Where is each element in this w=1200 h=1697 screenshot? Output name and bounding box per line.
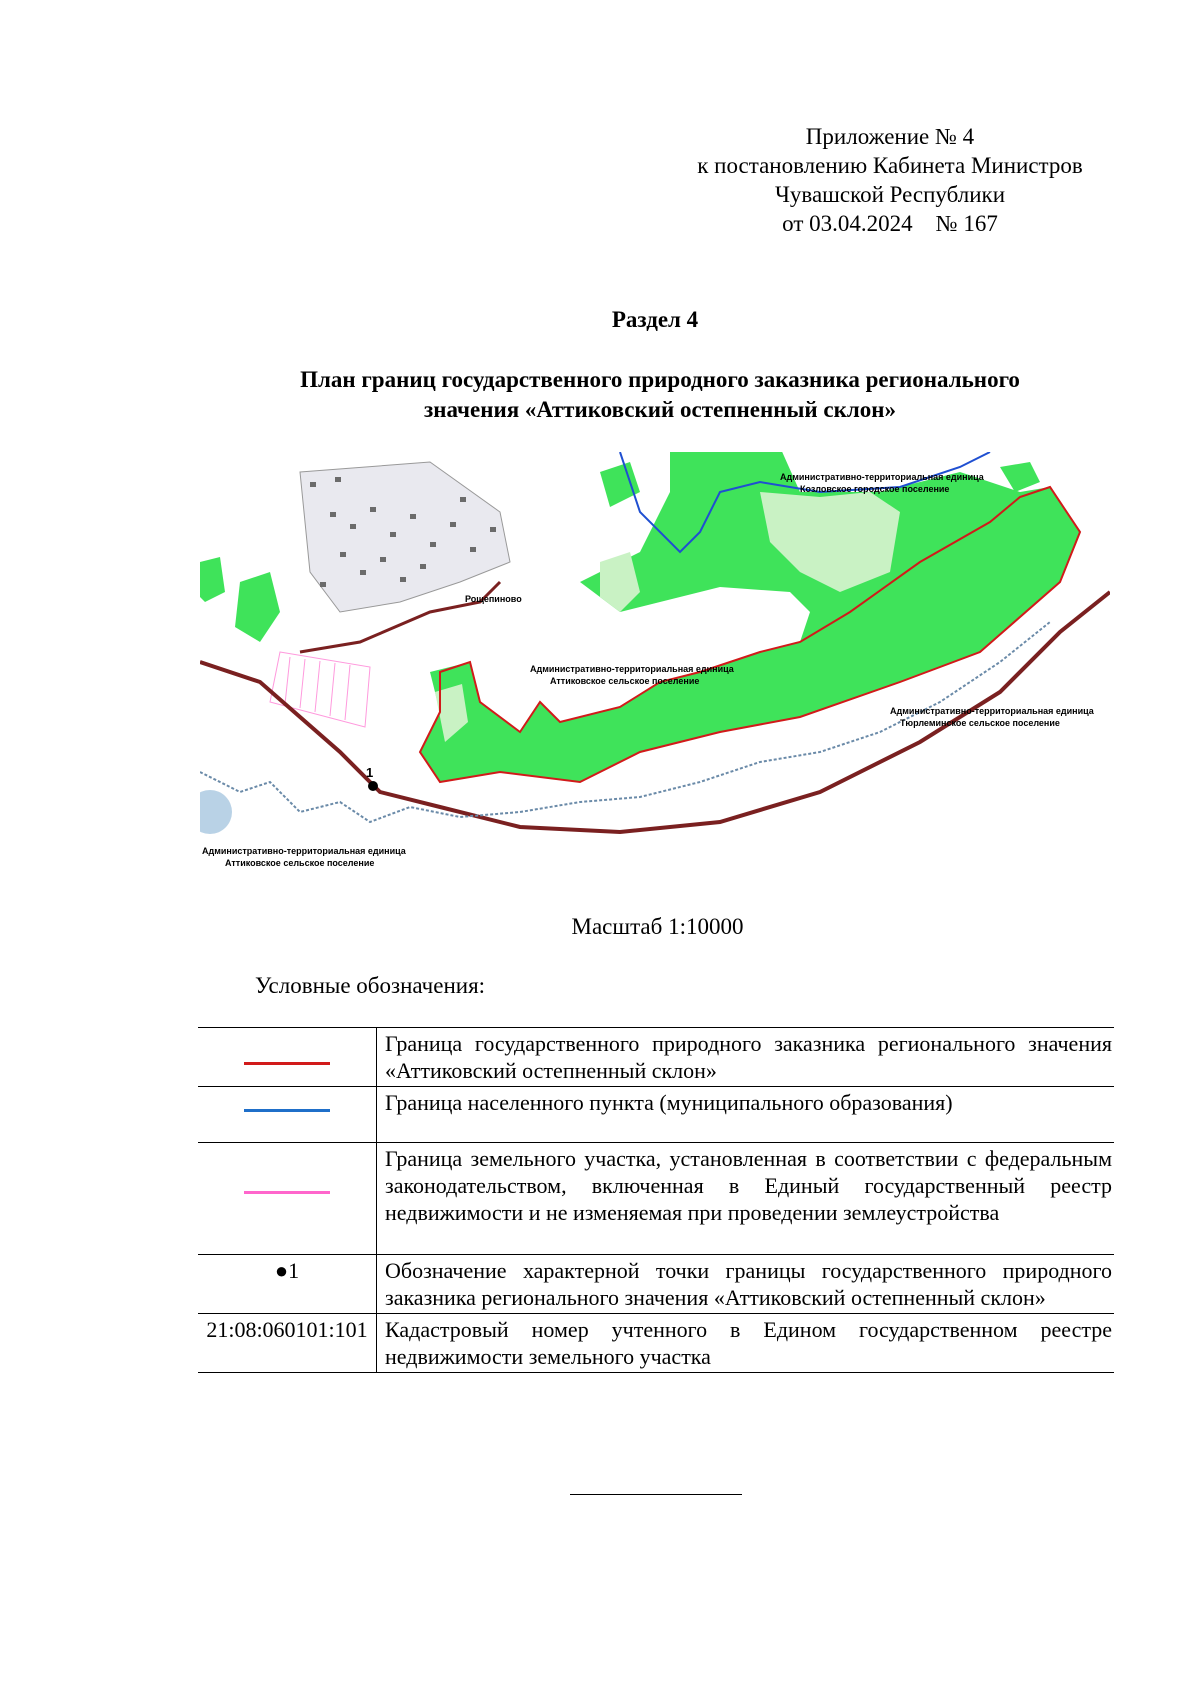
map-label-attikovskoe-center-1: Административно-территориальная единица — [530, 664, 734, 674]
map-svg — [200, 452, 1110, 884]
legend-description: Граница земельного участка, установленная в соответствии с федеральным законодательством, включенная в Единый государственный реестр недвижимости и не изменяемая при проведении землеустройства — [377, 1143, 1115, 1255]
legend-row — [198, 1143, 1114, 1255]
point-number-label: 1 — [366, 765, 374, 780]
boundary-map — [200, 452, 1110, 884]
characteristic-point-1 — [368, 781, 378, 791]
appendix-line-1: Приложение № 4 — [805, 124, 975, 149]
plan-title-line-1: План границ государственного природного заказника регионального — [300, 367, 1020, 392]
section-title: Раздел 4 — [611, 307, 699, 332]
legend-description: Граница населенного пункта (муниципального образования) — [377, 1087, 1115, 1143]
legend-row — [198, 1255, 1114, 1314]
map-label-tyurlemenskoe-1: Административно-территориальная единица — [890, 706, 1094, 716]
map-label-attikovskoe-bottom-2: Аттиковское сельское поселение — [225, 858, 375, 868]
appendix-line-4: от 03.04.2024 № 167 — [782, 211, 998, 236]
appendix-header — [660, 122, 1120, 238]
legend-description: Граница государственного природного заказника регионального значения «Аттиковский остепненный склон» — [377, 1028, 1115, 1087]
map-label-attikovskoe-center-2: Аттиковское сельское поселение — [550, 676, 700, 686]
legend-symbol — [198, 1028, 377, 1087]
appendix-line-2: к постановлению Кабинета Министров — [697, 153, 1083, 178]
legend-symbol — [198, 1314, 377, 1373]
legend-table — [198, 1027, 1114, 1373]
appendix-line-3: Чувашской Республики — [774, 182, 1006, 207]
map-label-attikovskoe-bottom-1: Административно-территориальная единица — [202, 846, 406, 856]
plan-title-line-2: значения «Аттиковский остепненный склон» — [423, 397, 897, 422]
plan-title — [200, 365, 1120, 425]
footer-divider — [570, 1494, 742, 1495]
settlement-boundary-symbol — [244, 1109, 330, 1112]
map-label-village: Рощепиново — [465, 594, 522, 604]
legend-row — [198, 1314, 1114, 1373]
legend-title: Условные обозначения: — [255, 973, 486, 998]
parcel-boundary-symbol — [244, 1191, 330, 1194]
legend-description: Обозначение характерной точки границы государственного природного заказника регионального значения «Аттиковский остепненный склон» — [377, 1255, 1115, 1314]
legend-symbol — [198, 1255, 377, 1314]
legend-description: Кадастровый номер учтенного в Едином государственном реестре недвижимости земельного участка — [377, 1314, 1115, 1373]
map-label-kozlovskoe-2: Козловское городское поселение — [800, 484, 950, 494]
map-label-tyurlemenskoe-2: Тюрлеминское сельское поселение — [900, 718, 1060, 728]
map-scale: Масштаб 1:10000 — [571, 914, 744, 939]
cadastral-number-symbol: 21:08:060101:101 — [206, 1317, 368, 1342]
legend-symbol — [198, 1087, 377, 1143]
legend-symbol — [198, 1143, 377, 1255]
map-label-kozlovskoe-1: Административно-территориальная единица — [780, 472, 984, 482]
characteristic-point-symbol: ●1 — [274, 1258, 300, 1283]
legend-row — [198, 1028, 1114, 1087]
reserve-boundary-symbol — [244, 1062, 330, 1065]
legend-row — [198, 1087, 1114, 1143]
